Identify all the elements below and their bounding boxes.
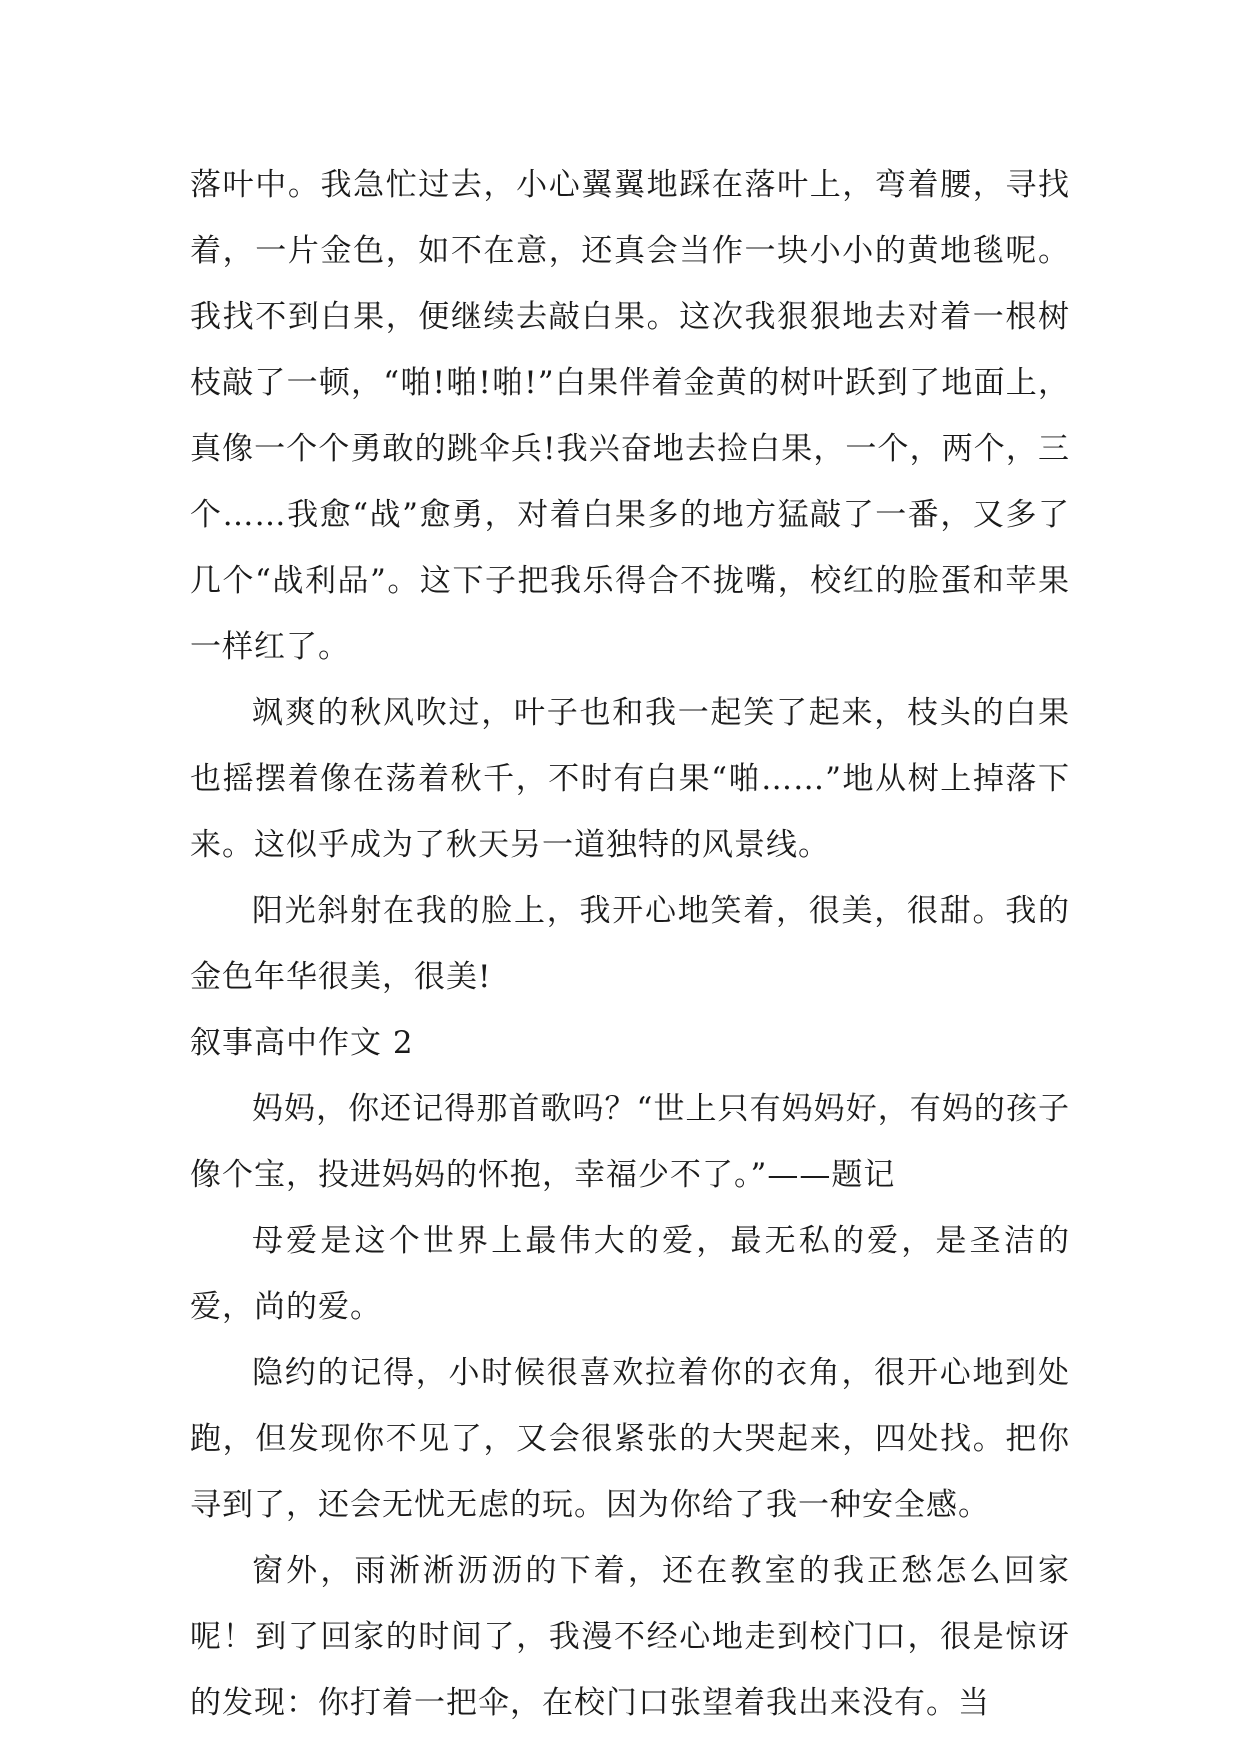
paragraph-autumn-wind: 飒爽的秋风吹过，叶子也和我一起笑了起来，枝头的白果也摇摆着像在荡着秋千，不时有白果“啪……”地从树上掉落下来。这似乎成为了秋天另一道独特的风景线。	[190, 695, 1070, 863]
paragraph-sunlight: 阳光斜射在我的脸上，我开心地笑着，很美，很甜。我的金色年华很美，很美!	[190, 893, 1070, 995]
paragraph-maternal-love: 母爱是这个世界上最伟大的爱，最无私的爱，是圣洁的爱，尚的爱。	[190, 1223, 1070, 1325]
section-title: 叙事高中作文 2	[190, 1025, 414, 1061]
paragraph-childhood-memory: 隐约的记得，小时候很喜欢拉着你的衣角，很开心地到处跑，但发现你不见了，又会很紧张的大哭起来，四处找。把你寻到了，还会无忧无虑的玩。因为你给了我一种安全感。	[190, 1355, 1070, 1523]
document-body	[190, 152, 1070, 1736]
paragraph-continued: 落叶中。我急忙过去，小心翼翼地踩在落叶上，弯着腰，寻找着，一片金色，如不在意，还真会当作一块小小的黄地毯呢。我找不到白果，便继续去敲白果。这次我狠狠地去对着一根树枝敲了一顿，“啪!啪!啪!”白果伴着金黄的树叶跃到了地面上，真像一个个勇敢的跳伞兵!我兴奋地去捡白果，一个，两个，三个……我愈“战”愈勇，对着白果多的地方猛敲了一番，又多了几个“战利品”。这下子把我乐得合不拢嘴，校红的脸蛋和苹果一样红了。	[190, 167, 1070, 665]
paragraph-rainy-day: 窗外，雨淅淅沥沥的下着，还在教室的我正愁怎么回家呢！到了回家的时间了，我漫不经心地走到校门口，很是惊讶的发现：你打着一把伞，在校门口张望着我出来没有。当	[190, 1553, 1070, 1721]
paragraph-epigraph: 妈妈，你还记得那首歌吗？“世上只有妈妈好，有妈的孩子像个宝，投进妈妈的怀抱，幸福少不了。”——题记	[190, 1091, 1070, 1193]
